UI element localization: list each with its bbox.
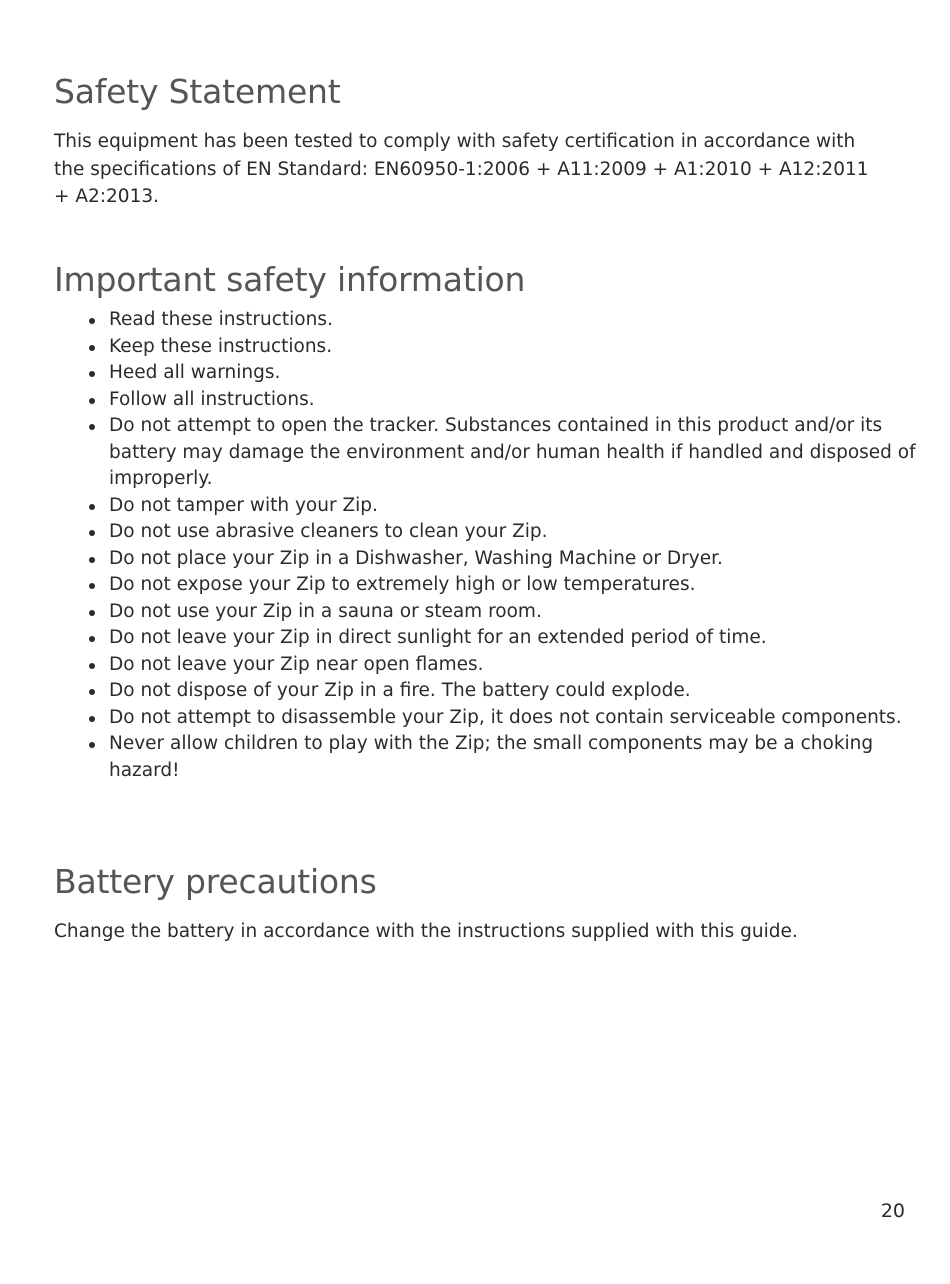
safety-list: [54, 307, 939, 784]
safety-statement-heading: Safety Statement: [54, 72, 341, 111]
list-item: Follow all instructions.: [109, 387, 939, 414]
page-number: 20: [880, 1200, 905, 1222]
list-item: Keep these instructions.: [109, 334, 939, 361]
battery-precautions-body: Change the battery in accordance with the instructions supplied with this guide.: [54, 921, 798, 942]
safety-statement-body: This equipment has been tested to comply with safety certification in accordance with the specifications of EN Standard: EN60950-1:2006 + A11:2009 + A1:2010 + A12:2011 + A2:2013.: [54, 131, 869, 207]
battery-precautions-heading: Battery precautions: [54, 862, 377, 901]
important-safety-heading: Important safety information: [54, 260, 526, 299]
list-item: Do not expose your Zip to extremely high or low temperatures.: [109, 572, 939, 599]
list-item: Do not use your Zip in a sauna or steam room.: [109, 599, 939, 626]
list-item: Never allow children to play with the Zip; the small components may be a choking hazard!: [109, 731, 939, 784]
list-item: Heed all warnings.: [109, 360, 939, 387]
list-item: Do not attempt to disassemble your Zip, it does not contain serviceable components.: [109, 705, 939, 732]
list-item: Do not use abrasive cleaners to clean your Zip.: [109, 519, 939, 546]
list-item: Do not tamper with your Zip.: [109, 493, 939, 520]
list-item: Read these instructions.: [109, 307, 939, 334]
list-item: Do not dispose of your Zip in a fire. The battery could explode.: [109, 678, 939, 705]
list-item: Do not attempt to open the tracker. Substances contained in this product and/or its battery may damage the environment and/or human health if handled and disposed of improperly.: [109, 413, 939, 493]
list-item: Do not leave your Zip in direct sunlight for an extended period of time.: [109, 625, 939, 652]
list-item: Do not place your Zip in a Dishwasher, Washing Machine or Dryer.: [109, 546, 939, 573]
list-item: Do not leave your Zip near open flames.: [109, 652, 939, 679]
